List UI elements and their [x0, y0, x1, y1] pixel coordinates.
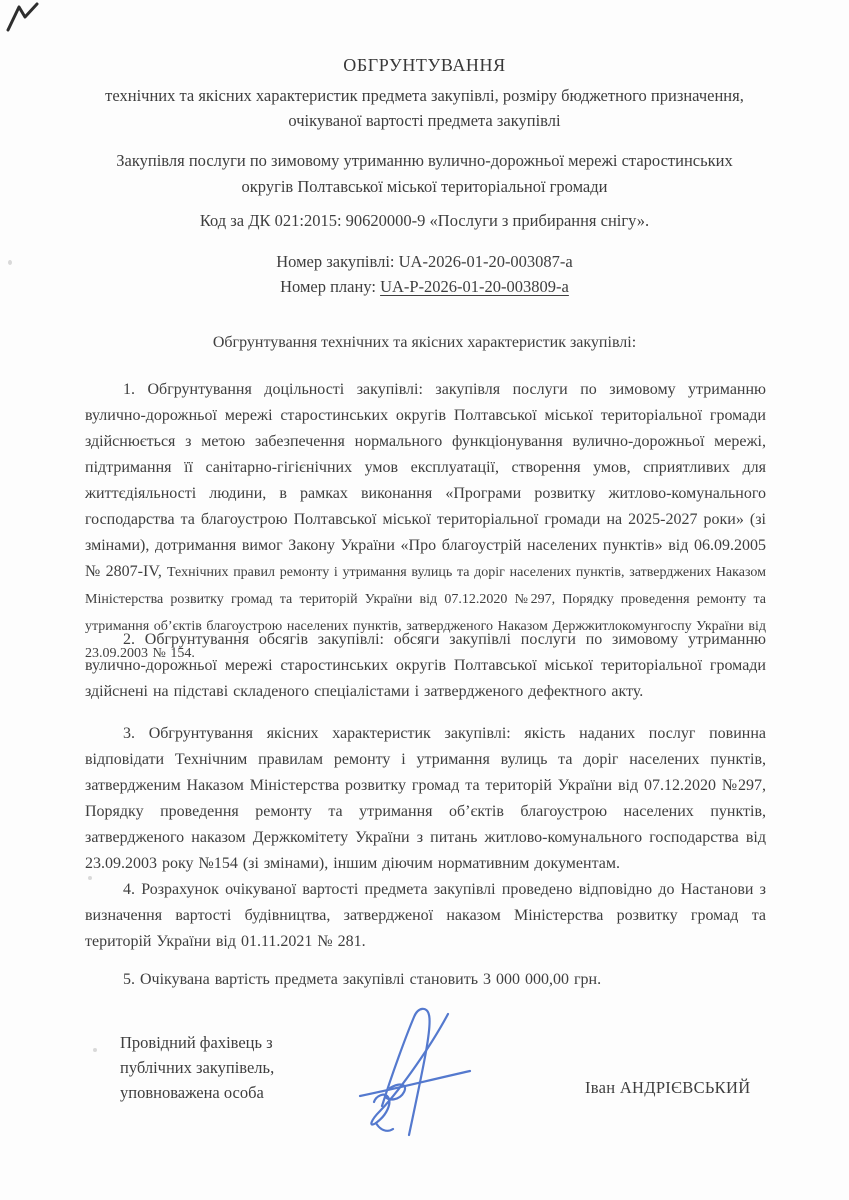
signatory-role-line2: публічних закупівель, [120, 1058, 275, 1077]
paragraph-4-expected-value-calculation: 4. Розрахунок очікуваної вартості предмета закупівлі проведено відповідно до Настанови з визначення вартості будівництва, затвердженої наказом Міністерства розвитку громад та територій України від 01.11.2021 № 281. [85, 881, 766, 950]
document-subtitle-line1: технічних та якісних характеристик предмета закупівлі, розміру бюджетного призначення, [105, 86, 744, 105]
signatory-role-line3: уповноважена особа [120, 1083, 264, 1102]
paragraph-1-justification-expediency [85, 377, 766, 667]
scan-corner-pen-mark [6, 2, 46, 34]
purchase-number-line [0, 252, 849, 272]
handwritten-signature [330, 1002, 495, 1142]
signatory-role-line1: Провідний фахівець з [120, 1033, 273, 1052]
plan-number-line [0, 277, 849, 297]
document-title: ОБГРУНТУВАННЯ [343, 55, 506, 75]
scan-speck [93, 1048, 97, 1052]
plan-number-value: UA-P-2026-01-20-003809-a [380, 277, 569, 296]
purchase-number-value: UA-2026-01-20-003087-a [398, 252, 573, 271]
paragraph-1-text-normal: 1. Обгрунтування доцільності закупівлі: закупівля послуги по зимовому утриманню вулично-дорожньої мережі старостинських округів Полтавської міської територіальної громади здійснюється з метою забезпечення нормального функціонування вулично-дорожньої мережі, підтримання її санітарно-гігієнічних умов експлуатації, створення умов, сприятливих для життєдіяльності людини, в рамках виконання «Програми розвитку житлово-комунального господарства та благоустрою Полтавської міської територіальної громади на 2025-2027 роки» (зі змінами), дотримання вимог Закону України «Про благоустрій населених пунктів» від 06.09.2005 № 2807-IV, [85, 381, 766, 580]
paragraph-5-expected-value: 5. Очікувана вартість предмета закупівлі становить 3 000 000,00 грн. [123, 971, 602, 988]
document-subtitle-line2: очікуваної вартості предмета закупівлі [288, 111, 561, 130]
paragraph-1-text-small: Технічних правил ремонту і утримання вулиць та доріг населених пунктів, затверджених Наказом Міністерства розвитку громад та територій України від 07.12.2020 №297, Порядку проведення ремонту та утримання об’єктів благоустрою населених пунктів, затвердженого Наказом Держжитлокомунгоспу України від 23.09.2003 № 154. [85, 565, 766, 661]
section-heading: Обгрунтування технічних та якісних характеристик закупівлі: [212, 334, 637, 351]
dk-code-line: Код за ДК 021:2015: 90620000-9 «Послуги з прибирання снігу». [199, 211, 650, 230]
procurement-subject-line2: округів Полтавської міської територіальної громади [241, 177, 608, 196]
paragraph-3-justification-quality: 3. Обгрунтування якісних характеристик закупівлі: якість наданих послуг повинна відповідати Технічним правилам ремонту і утримання вулиць та доріг населених пунктів, затвердженим Наказом Міністерства розвитку громад та територій України від 07.12.2020 №297, Порядку проведення ремонту та утримання об’єктів благоустрою населених пунктів, затвердженого наказом Держкомітету України з питань житлово-комунального господарства від 23.09.2003 року №154 (зі змінами), іншим діючим нормативним документам. [85, 725, 766, 872]
signatory-role [120, 1030, 274, 1105]
procurement-subject-line1: Закупівля послуги по зимовому утриманню вулично-дорожньої мережі старостинських [116, 151, 733, 170]
signatory-name: Іван АНДРІЄВСЬКИЙ [585, 1078, 751, 1097]
purchase-number-label: Номер закупівлі: [276, 252, 399, 271]
plan-number-label: Номер плану: [280, 277, 381, 296]
paragraph-2-justification-volumes: 2. Обгрунтування обсягів закупівлі: обсяги закупівлі послуги по зимовому утриманню вулично-дорожньої мережі старостинських округів Полтавської міської територіальної громади здійснені на підставі складеного спеціалістами і затвердженого дефектного акту. [85, 631, 766, 700]
